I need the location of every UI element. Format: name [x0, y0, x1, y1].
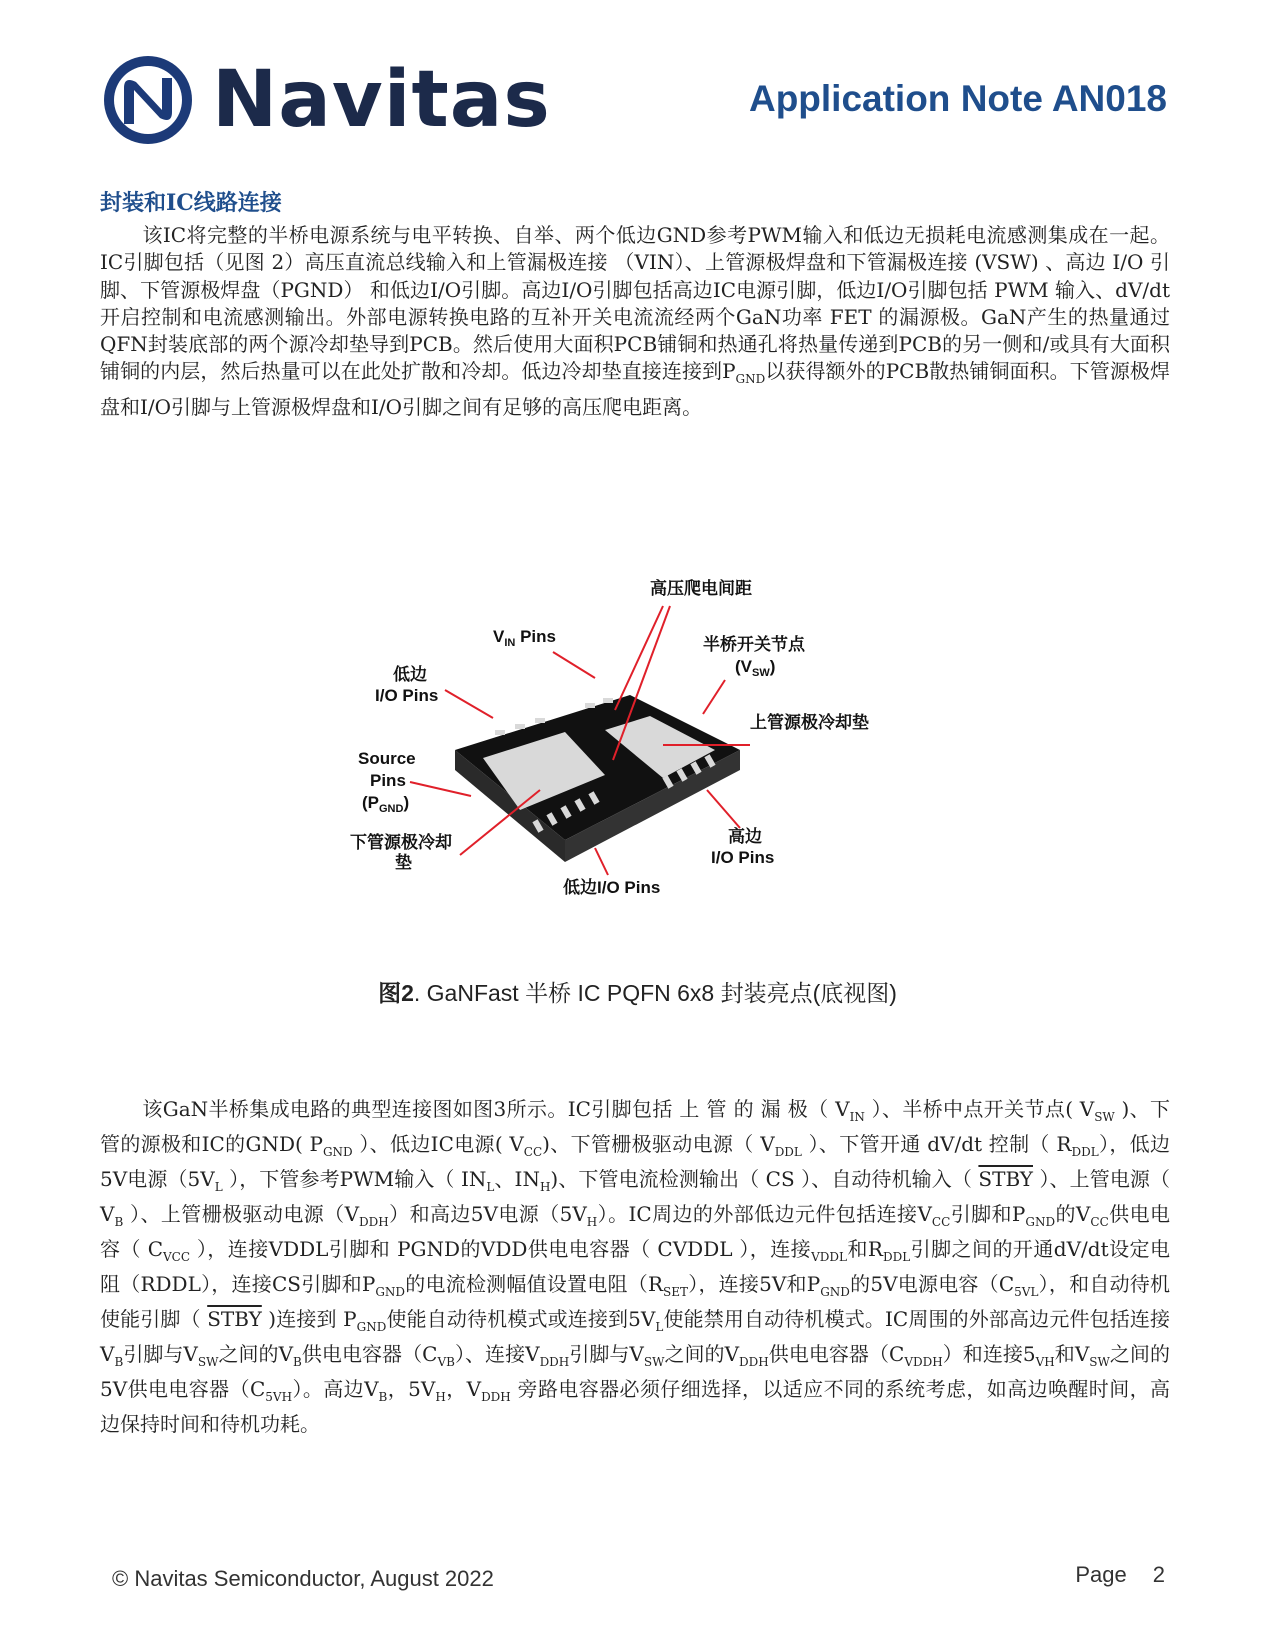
p2-sub: L: [655, 1320, 664, 1334]
label-source-line2-text: Pins: [370, 771, 406, 790]
label-bottom-io: [563, 877, 660, 897]
footer-page: [1075, 1562, 1165, 1588]
arrow-low-io: [445, 690, 493, 718]
p2-sub: VH: [1035, 1355, 1055, 1369]
p2-t: 和V: [1054, 1342, 1090, 1366]
p2-t: ），低边5V电源（5V: [100, 1132, 1170, 1191]
p2-t: ）和高边5V电源（5V: [388, 1202, 587, 1226]
p2-t: ）、半桥中点开关节点( V: [864, 1097, 1095, 1121]
label-low-io-line1: [393, 664, 427, 684]
p2-t: )、下管的源极和IC的GND( P: [100, 1097, 1170, 1156]
label-high-pad: [750, 712, 869, 732]
arrow-creepage-1: [615, 606, 663, 710]
p2-sub: SW: [1089, 1355, 1110, 1369]
label-creepage: [650, 578, 752, 598]
p2-sub: SW: [197, 1355, 219, 1369]
arrow-source: [410, 782, 471, 796]
label-creepage-text: 高压爬电间距: [650, 579, 752, 598]
label-source-p: (P: [362, 793, 379, 812]
pin: [495, 730, 505, 735]
p2-sub: DDH: [539, 1355, 570, 1369]
paragraph-2: [100, 1096, 1170, 1438]
p2-t: 的V: [1055, 1202, 1091, 1226]
application-note-title: Application Note AN018: [748, 78, 1167, 119]
label-vsw-sub: SW: [752, 667, 770, 679]
label-low-pad-line1-text: 下管源极冷却: [350, 833, 452, 852]
label-source-tail: ): [403, 793, 410, 812]
label-vin-v: V: [493, 627, 505, 646]
p2-sub: VB: [437, 1355, 455, 1369]
p2-t: 供电电容（ C: [100, 1202, 1170, 1261]
label-high-io-line2: [711, 848, 774, 867]
p2-sub: SW: [1094, 1110, 1115, 1124]
pin: [585, 703, 595, 708]
para1-text-a: 该IC将完整的半桥电源系统与电平转换、自举、两个低边GND参考PWM输入和低边无损耗电流感测集成在一起。IC引脚包括（见图 2）高压直流总线输入和上管漏极连接 （VIN）、上管源极焊盘和下管漏极连接 (VSW) 、高边 I/O 引脚、下管源极焊盘（PGND） 和低边I/O引脚。高边I/O引脚包括高边IC电源引脚，低边I/O引脚包括 PWM 输入、dV/dt开启控制和电流感测输出。外部电源转换电路的互补开关电流流经两个GaN功率 FET 的漏源极。GaN产生的热量通过QFN封装底部的两个源冷却垫导到PCB。然后使用大面积PCB铺铜和热通孔将热量传递到PCB的另一侧和/或具有大面积铺铜的内层，然后热量可以在此处扩散和冷却。低边冷却垫直接连接到P: [100, 223, 1170, 384]
p2-sub: SET: [663, 1285, 688, 1299]
label-source-line2: [370, 771, 406, 790]
p2-t: 使能禁用自动待机模式。IC周围的外部高边元件包括连接V: [100, 1307, 1171, 1366]
p2-sub: L: [214, 1180, 223, 1194]
p2-t: ，V: [445, 1377, 482, 1401]
label-source-line1: [358, 749, 416, 768]
label-source-line3: [362, 793, 409, 815]
label-vsw-line2: [735, 657, 775, 679]
arrow-bottom-io: [595, 848, 608, 875]
p2-sub: DDL: [774, 1145, 802, 1159]
label-high-io-line2-text: I/O Pins: [711, 848, 775, 867]
p2-t: ）。高边V: [292, 1377, 379, 1401]
p2-sub: GND: [1025, 1215, 1056, 1229]
footer-copyright: © Navitas Semiconductor, August 2022: [112, 1566, 494, 1591]
figure-caption-number: 图2: [378, 980, 414, 1006]
label-vin: [493, 627, 556, 649]
navitas-logo: [100, 52, 196, 148]
p2-t: 的5V电源电容（C: [849, 1272, 1015, 1296]
pin: [603, 698, 613, 703]
p2-t: ）、低边IC电源( V: [352, 1132, 524, 1156]
label-low-io-line1-text: 低边: [393, 665, 427, 684]
figure-caption-text: . GaNFast 半桥 IC PQFN 6x8 封装亮点(底视图): [413, 980, 897, 1006]
p2-sub: DDH: [739, 1355, 769, 1369]
p2-t: 该GaN半桥集成电路的典型连接图如图3所示。IC引脚包括 上 管 的 漏 极（ V: [142, 1097, 850, 1121]
p2-sub: B: [114, 1215, 124, 1229]
label-vsw-line1: [703, 634, 806, 654]
para1-sub-gnd: GND: [735, 372, 766, 387]
p2-t: 之间的5V供电电容器（C: [100, 1342, 1170, 1401]
label-vsw-v: (V: [735, 657, 752, 676]
arrow-high-io: [707, 790, 740, 828]
stby-overline: STBY: [207, 1307, 262, 1331]
p2-t: ）、下管开通 dV/dt 控制（ R: [801, 1132, 1072, 1156]
arrow-vsw: [703, 680, 725, 714]
label-low-io-line2: [375, 686, 438, 705]
p2-sub: GND: [322, 1145, 353, 1159]
p2-t: ），和自动待机使能引脚（: [100, 1272, 1171, 1331]
label-high-io-line1-text: 高边: [728, 827, 762, 846]
p2-t: 、IN: [494, 1167, 540, 1191]
p2-sub: VDDL: [811, 1250, 848, 1264]
p2-sub: GND: [375, 1285, 406, 1299]
p2-sub: H: [435, 1390, 446, 1404]
p2-sub: GND: [356, 1320, 387, 1334]
p2-t: ）和连接5: [942, 1342, 1036, 1366]
p2-t: )、下管栅极驱动电源（ V: [542, 1132, 775, 1156]
section-title: 封装和IC线路连接: [100, 190, 282, 216]
p2-t: ），连接5V和P: [688, 1272, 821, 1296]
p2-sub: B: [378, 1390, 388, 1404]
p2-t: ）、连接V: [454, 1342, 540, 1366]
p2-sub: DDL: [882, 1250, 911, 1264]
p2-sub: VCC: [163, 1250, 191, 1264]
figure-caption: [0, 975, 1275, 1008]
p2-t: 引脚与V: [123, 1342, 198, 1366]
pin: [515, 724, 525, 729]
p2-t: 引脚和P: [950, 1202, 1026, 1226]
arrow-vin: [553, 652, 595, 678]
label-vsw-line1-text: 半桥开关节点: [703, 635, 805, 654]
label-high-io-line1: [728, 826, 762, 846]
p2-sub: CC: [523, 1145, 543, 1159]
p2-sub: B: [114, 1355, 124, 1369]
p2-t: 供电电容器（C: [301, 1342, 438, 1366]
label-source-sub: GND: [379, 803, 404, 815]
para1-text-b: 以获得额外的PCB散热铺铜面积。下管源极焊盘和I/O引脚与上管源极焊盘和I/O引脚之间有足够的高压爬电距离。: [100, 359, 1170, 419]
p2-sub: B: [293, 1355, 302, 1369]
p2-t: 使能自动待机模式或连接到5V: [386, 1307, 656, 1331]
p2-t: 之间的V: [218, 1342, 294, 1366]
label-low-pad-line2-text: 垫: [395, 853, 412, 872]
brand-wordmark: Navitas: [212, 55, 551, 145]
p2-sub: H: [539, 1180, 551, 1194]
p2-t: )、下管电流检测输出（ CS ）、自动待机输入（: [550, 1167, 979, 1191]
footer-page-label: Page: [1075, 1562, 1127, 1587]
label-source-line1-text: Source: [358, 749, 416, 768]
p2-t: 的电流检测幅值设置电阻（R: [405, 1272, 664, 1296]
label-low-pad-line2: [395, 853, 412, 872]
footer-page-number: 2: [1152, 1562, 1165, 1587]
label-vsw-tail: ): [769, 657, 776, 676]
p2-sub: CC: [1090, 1215, 1109, 1229]
p2-t: 和R: [847, 1237, 883, 1261]
stby-overline: STBY: [978, 1167, 1033, 1191]
p2-t: ，5V: [387, 1377, 436, 1401]
p2-t: 供电电容器（C: [768, 1342, 905, 1366]
p2-t: ）、上管电源（ V: [100, 1167, 1170, 1226]
p2-t: ）。IC周边的外部低边元件包括连接V: [597, 1202, 932, 1226]
p2-sub: CC: [931, 1215, 951, 1229]
p2-t: ），下管参考PWM输入（ IN: [222, 1167, 487, 1191]
label-low-pad-line1: [350, 832, 452, 852]
p2-sub: DDL: [1071, 1145, 1099, 1159]
pin: [535, 718, 545, 723]
label-low-io-line2-text: I/O Pins: [375, 686, 439, 705]
label-high-pad-text: 上管源极冷却垫: [750, 713, 869, 732]
paragraph-1: [100, 222, 1170, 421]
p2-sub: GND: [820, 1285, 850, 1299]
p2-t: 引脚与V: [569, 1342, 644, 1366]
p2-sub: 5VL: [1014, 1285, 1039, 1299]
p2-sub: H: [586, 1215, 598, 1229]
p2-t: )连接到 P: [261, 1307, 357, 1331]
p2-sub: SW: [643, 1355, 665, 1369]
p2-t: 之间的V: [664, 1342, 740, 1366]
p2-sub: VDDH: [904, 1355, 943, 1369]
p2-sub: IN: [849, 1110, 865, 1124]
p2-t: ）、上管栅极驱动电源（V: [123, 1202, 360, 1226]
label-vin-sub: IN: [504, 637, 516, 649]
p2-t: ），连接VDDL引脚和 PGND的VDD供电电容器（ CVDDL ），连接: [190, 1237, 812, 1261]
label-bottom-io-text: 低边I/O Pins: [563, 878, 661, 897]
p2-sub: DDH: [359, 1215, 389, 1229]
p2-t: 旁路电容器必须仔细选择，以适应不同的系统考虑，如高边唤醒时间，高边保持时间和待机功耗。: [100, 1377, 1171, 1436]
package-figure: [345, 579, 945, 950]
p2-sub: L: [486, 1180, 495, 1194]
p2-sub: 5VH: [265, 1390, 293, 1404]
p2-sub: DDH: [481, 1390, 511, 1404]
label-vin-tail: Pins: [515, 627, 556, 646]
p2-t: 引脚之间的开通dV/dt设定电阻（RDDL），连接CS引脚和P: [100, 1237, 1170, 1296]
